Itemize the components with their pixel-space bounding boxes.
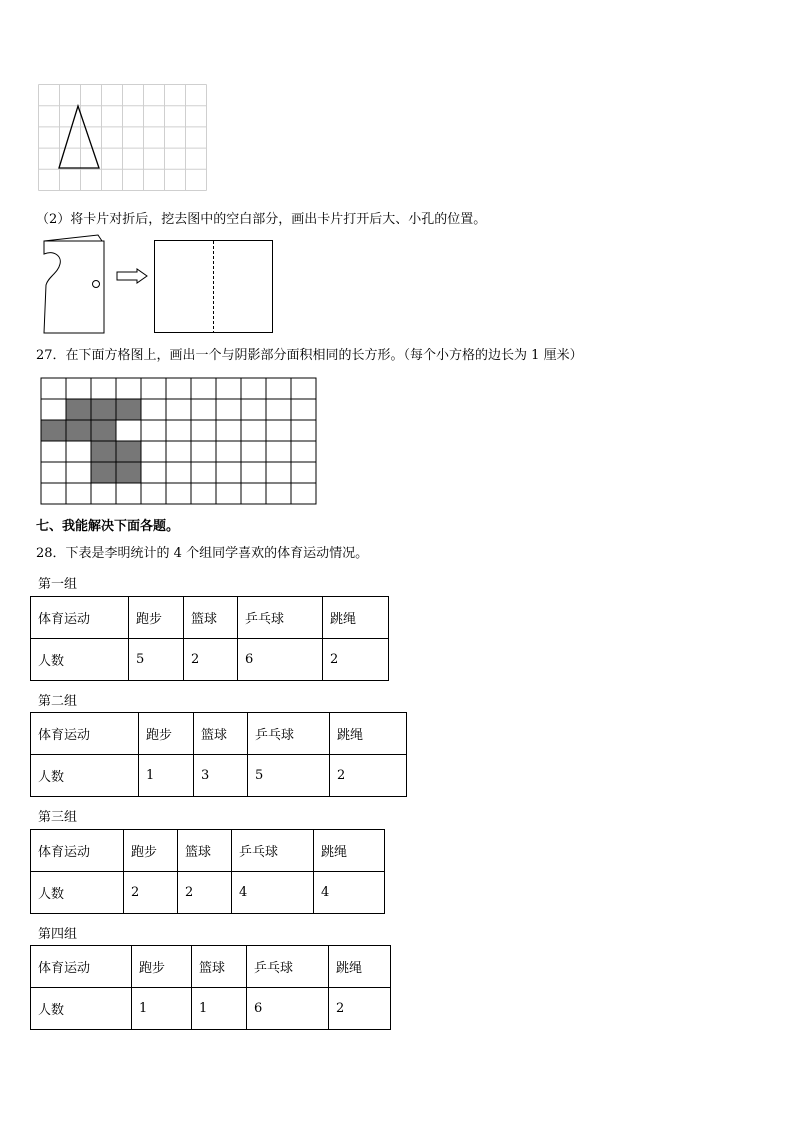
- grid-cell: [141, 399, 166, 420]
- grid-cell: [141, 378, 166, 399]
- grid-cell: [266, 462, 291, 483]
- table-cell: 乒乓球: [232, 830, 314, 872]
- grid-cell: [41, 399, 66, 420]
- shaded-cell: [66, 399, 91, 420]
- grid-cell: [41, 441, 66, 462]
- table-cell: 跑步: [129, 597, 184, 639]
- table-cell: 2: [330, 755, 407, 797]
- shaded-cell: [41, 420, 66, 441]
- group-table: [30, 945, 391, 1030]
- triangle-shape: [59, 106, 99, 168]
- group-table: [30, 596, 389, 681]
- triangle-grid-figure: [38, 84, 208, 192]
- grid-cell: [66, 483, 91, 504]
- grid-cell: [241, 420, 266, 441]
- right-arrow-icon: [116, 268, 150, 284]
- table-cell: 1: [132, 988, 192, 1030]
- table-cell: 2: [323, 639, 389, 681]
- table-cell: 篮球: [184, 597, 238, 639]
- table-cell: 6: [247, 988, 329, 1030]
- table-row: [31, 830, 385, 872]
- grid-cell: [141, 420, 166, 441]
- table-row: [31, 713, 407, 755]
- grid-cell: [166, 462, 191, 483]
- group-title: 第一组: [38, 577, 78, 592]
- table-row: [31, 988, 391, 1030]
- shaded-cell: [91, 399, 116, 420]
- grid-cell: [66, 462, 91, 483]
- grid-cell: [41, 483, 66, 504]
- grid-cell: [216, 378, 241, 399]
- table-cell: 5: [248, 755, 330, 797]
- grid-cell: [166, 441, 191, 462]
- grid-cell: [191, 420, 216, 441]
- table-cell: 乒乓球: [247, 946, 329, 988]
- table-cell: 5: [129, 639, 184, 681]
- section-seven-heading: 七、我能解决下面各题。: [36, 519, 180, 534]
- grid-cell: [91, 378, 116, 399]
- table-cell: 跑步: [124, 830, 178, 872]
- table-cell: 跳绳: [330, 713, 407, 755]
- shaded-cell: [91, 441, 116, 462]
- table-cell: 体育运动: [31, 713, 139, 755]
- table-cell: 2: [124, 872, 178, 914]
- grid-cell: [241, 378, 266, 399]
- grid-cell: [191, 399, 216, 420]
- table-cell: 2: [178, 872, 232, 914]
- q28-text: 28．下表是李明统计的 4 个组同学喜欢的体育运动情况。: [36, 546, 369, 561]
- grid-cell: [66, 441, 91, 462]
- grid-cell: [266, 483, 291, 504]
- grid-cell: [191, 483, 216, 504]
- table-cell: 乒乓球: [248, 713, 330, 755]
- shaded-cell: [91, 420, 116, 441]
- grid-cell: [241, 462, 266, 483]
- table-cell: 6: [238, 639, 323, 681]
- table-cell: 2: [184, 639, 238, 681]
- grid-cell: [41, 378, 66, 399]
- table-cell: 1: [139, 755, 194, 797]
- grid-cell: [266, 399, 291, 420]
- grid-cell: [266, 378, 291, 399]
- table-row: [31, 597, 389, 639]
- table-cell: 跳绳: [314, 830, 385, 872]
- grid-cell: [291, 399, 316, 420]
- table-cell: 跳绳: [323, 597, 389, 639]
- grid-cell: [141, 441, 166, 462]
- table-cell: 篮球: [194, 713, 248, 755]
- table-cell: 4: [314, 872, 385, 914]
- grid-cell: [116, 420, 141, 441]
- grid-cell: [291, 483, 316, 504]
- q27-text: 27．在下面方格图上，画出一个与阴影部分面积相同的长方形。（每个小方格的边长为 1 厘米）: [36, 348, 583, 363]
- opened-card-figure: [154, 240, 274, 334]
- table-cell: 2: [329, 988, 391, 1030]
- grid-cell: [291, 462, 316, 483]
- table-row: [31, 755, 407, 797]
- grid-cell: [166, 399, 191, 420]
- grid-cell: [91, 483, 116, 504]
- group-table: [30, 712, 407, 797]
- table-cell: 人数: [31, 872, 124, 914]
- grid-cell: [216, 420, 241, 441]
- grid-cell: [291, 378, 316, 399]
- table-cell: 跑步: [132, 946, 192, 988]
- grid-cell: [66, 378, 91, 399]
- grid-cell: [216, 441, 241, 462]
- group-title: 第二组: [38, 694, 78, 709]
- grid-cell: [291, 420, 316, 441]
- group-title: 第四组: [38, 927, 78, 942]
- table-cell: 体育运动: [31, 830, 124, 872]
- table-cell: 3: [194, 755, 248, 797]
- grid-cell: [191, 441, 216, 462]
- table-cell: 人数: [31, 988, 132, 1030]
- grid-cell: [116, 483, 141, 504]
- table-cell: 人数: [31, 755, 139, 797]
- group-title: 第三组: [38, 810, 78, 825]
- grid-cell: [216, 399, 241, 420]
- grid-cell: [116, 378, 141, 399]
- square-grid-figure: [40, 377, 320, 505]
- table-cell: 体育运动: [31, 946, 132, 988]
- shaded-cell: [91, 462, 116, 483]
- grid-cell: [191, 378, 216, 399]
- table-row: [31, 946, 391, 988]
- grid-cell: [141, 483, 166, 504]
- grid-cell: [216, 483, 241, 504]
- grid-cell: [241, 483, 266, 504]
- grid-cell: [216, 462, 241, 483]
- table-row: [31, 639, 389, 681]
- table-cell: 跳绳: [329, 946, 391, 988]
- grid-cell: [166, 378, 191, 399]
- grid-cell: [241, 399, 266, 420]
- table-cell: 篮球: [192, 946, 247, 988]
- grid-cell: [166, 483, 191, 504]
- grid-cell: [241, 441, 266, 462]
- grid-cell: [191, 462, 216, 483]
- shaded-cell: [66, 420, 91, 441]
- table-cell: 人数: [31, 639, 129, 681]
- table-cell: 乒乓球: [238, 597, 323, 639]
- q26-part2-text: （2）将卡片对折后，挖去图中的空白部分，画出卡片打开后大、小孔的位置。: [36, 212, 487, 227]
- shaded-cell: [116, 441, 141, 462]
- grid-cell: [166, 420, 191, 441]
- table-cell: 跑步: [139, 713, 194, 755]
- grid-cell: [266, 441, 291, 462]
- shaded-cell: [116, 399, 141, 420]
- grid-cell: [266, 420, 291, 441]
- table-cell: 1: [192, 988, 247, 1030]
- grid-cell: [291, 441, 316, 462]
- shaded-cell: [116, 462, 141, 483]
- grid-cell: [41, 462, 66, 483]
- table-cell: 篮球: [178, 830, 232, 872]
- folded-card-figure: [40, 233, 110, 333]
- table-cell: 体育运动: [31, 597, 129, 639]
- grid-cell: [141, 462, 166, 483]
- table-row: [31, 872, 385, 914]
- table-cell: 4: [232, 872, 314, 914]
- group-table: [30, 829, 385, 914]
